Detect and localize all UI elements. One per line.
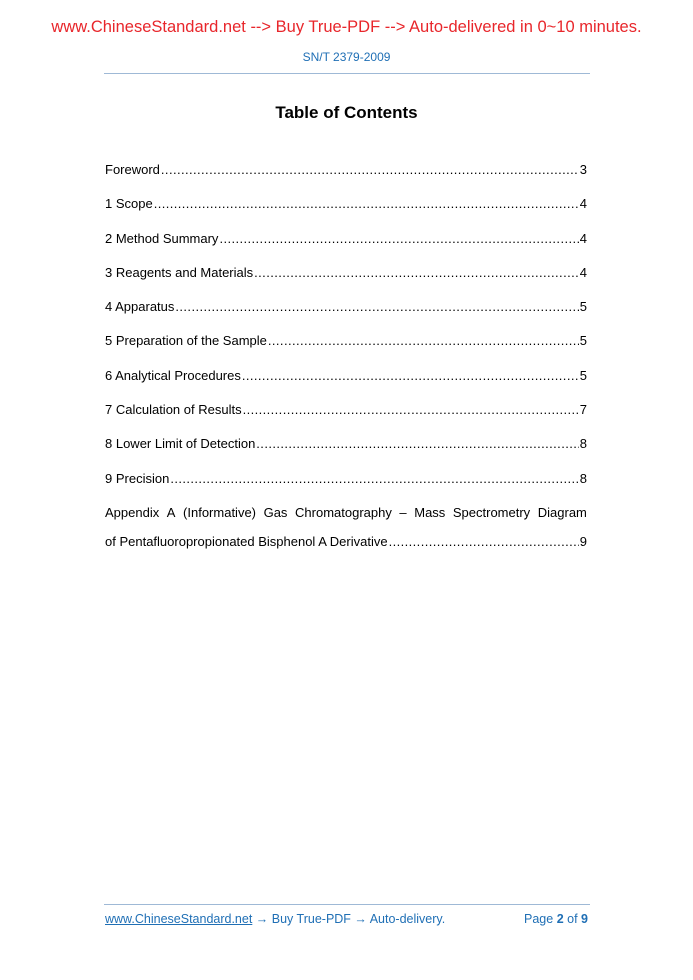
footer-promo <box>105 912 445 926</box>
toc-entry-page: 4 <box>579 264 587 280</box>
toc-entry-label: 6 Analytical Procedures <box>105 367 241 383</box>
toc-entry-method-summary[interactable] <box>105 230 587 248</box>
dot-leader <box>254 264 579 282</box>
dot-leader <box>161 161 579 179</box>
toc-entry-page: 8 <box>579 436 587 452</box>
page-prefix: Page <box>524 912 554 926</box>
appendix-word: Diagram <box>537 504 587 520</box>
toc-entry-label: 2 Method Summary <box>105 230 219 246</box>
toc-entry-label: 7 Calculation of Results <box>105 402 242 418</box>
appendix-word: (Informative) <box>183 504 257 520</box>
appendix-word: Mass <box>414 504 446 520</box>
toc-entry-reagents[interactable] <box>105 264 587 282</box>
dot-leader <box>268 332 579 350</box>
toc-entry-foreword[interactable] <box>105 161 587 179</box>
toc-entry-label: 9 Precision <box>105 470 170 486</box>
toc-entry-detection-limit[interactable] <box>105 435 587 453</box>
toc-entry-label: 1 Scope <box>105 196 153 212</box>
dot-leader <box>389 533 579 551</box>
standard-code: SN/T 2379-2009 <box>302 50 391 64</box>
toc-entry-page: 5 <box>579 299 587 315</box>
toc-entry-page: 3 <box>579 162 587 177</box>
total-page-count: 9 <box>581 912 588 926</box>
toc-entry-page: 5 <box>579 367 587 383</box>
toc-entry-sample-preparation[interactable] <box>105 332 587 350</box>
footer-site-link[interactable]: www.ChineseStandard.net <box>105 912 253 926</box>
appendix-word: A <box>166 504 176 520</box>
header-divider <box>104 73 590 74</box>
toc-entry-label: 4 Apparatus <box>105 299 175 315</box>
toc-entry-label: 8 Lower Limit of Detection <box>105 436 256 452</box>
appendix-word: Chromatography <box>295 504 392 520</box>
footer-promo-text: → Buy True-PDF → Auto-delivery. <box>252 912 446 926</box>
current-page-number: 2 <box>556 912 564 926</box>
page-footer <box>105 912 588 926</box>
toc-entry-precision[interactable] <box>105 470 587 488</box>
appendix-continuation-line <box>105 533 587 551</box>
footer-divider <box>104 904 590 905</box>
appendix-title-line <box>105 504 587 522</box>
toc-entry-page: 4 <box>579 196 587 212</box>
toc-entry-page: 8 <box>579 470 587 486</box>
toc-entry-page: 9 <box>579 533 587 549</box>
toc-entry-page: 5 <box>579 333 587 349</box>
toc-entry-scope[interactable] <box>105 195 587 213</box>
table-of-contents <box>105 161 587 567</box>
page-of: of <box>567 912 578 926</box>
toc-entry-label: 5 Preparation of the Sample <box>105 333 267 349</box>
toc-entry-analytical-procedures[interactable] <box>105 367 587 385</box>
page-indicator <box>524 912 588 926</box>
dot-leader <box>256 435 578 453</box>
toc-entry-calculation[interactable] <box>105 401 587 419</box>
appendix-word: Spectrometry <box>452 504 531 520</box>
dot-leader <box>242 367 579 385</box>
dot-leader <box>154 195 579 213</box>
promo-banner[interactable]: www.ChineseStandard.net --> Buy True-PDF --> Auto-delivered in 0~10 minutes. <box>51 18 642 36</box>
dot-leader <box>243 401 579 419</box>
toc-entry-apparatus[interactable] <box>105 298 587 316</box>
appendix-word: Gas <box>263 504 288 520</box>
toc-entry-page: 4 <box>579 230 587 246</box>
appendix-word: – <box>399 504 407 520</box>
page-title: Table of Contents <box>275 103 418 122</box>
toc-entry-label: 3 Reagents and Materials <box>105 264 254 280</box>
toc-entry-page: 7 <box>579 402 587 418</box>
appendix-word: Appendix <box>105 504 160 520</box>
dot-leader <box>175 298 578 316</box>
toc-entry-appendix-a[interactable] <box>105 504 587 551</box>
toc-entry-label: of Pentafluoropropionated Bisphenol A Derivative <box>105 533 388 549</box>
toc-entry-label: Foreword <box>105 162 160 177</box>
dot-leader <box>219 230 578 248</box>
dot-leader <box>170 470 578 488</box>
